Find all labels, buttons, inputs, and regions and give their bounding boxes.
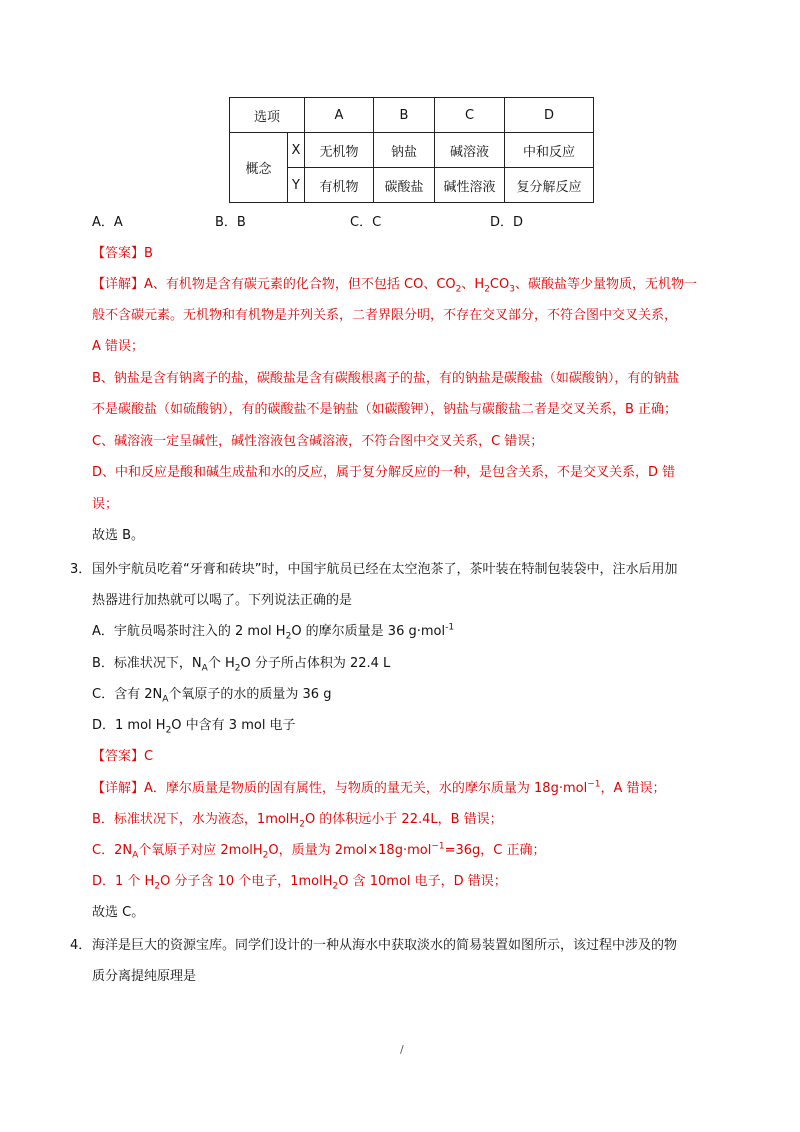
table-cell: 中和反应 — [505, 133, 594, 168]
explanation-line: 误； — [92, 497, 119, 512]
table-var-cell: Y — [288, 168, 305, 203]
question-stem: 国外宇航员吃着“牙膏和砖块”时，中国宇航员已经在太空泡茶了，茶叶装在特制包装袋中，注水后用加 — [92, 562, 678, 577]
subscript: 2 — [455, 284, 462, 295]
answer-label: 【答案】B — [92, 246, 153, 261]
text-run: O 的体积远小于 22.4L，B 错误； — [304, 812, 503, 827]
explanation-line: 【详解】A、有机物是含有碳元素的化合物，但不包括 CO、$CO_2$、$H_2CO_3$、碳酸盐等少量物质，无机物一 — [92, 277, 697, 295]
question-number: 3． — [70, 562, 92, 577]
explanation-line: 不是碳酸盐（如硫酸钠），有的碳酸盐不是钠盐（如碳酸钾），钠盐与碳酸盐二者是交叉关系，B 正确； — [92, 402, 678, 417]
question-stem: 质分离提纯原理是 — [92, 969, 197, 984]
text-run: D．1 个 H — [92, 874, 155, 889]
table-cell: 碱溶液 — [435, 133, 505, 168]
table-header-row — [230, 98, 594, 133]
conclusion: 故选 B。 — [92, 528, 145, 543]
table-var-cell: X — [288, 133, 305, 168]
text-run: A．摩尔质量是物质的固有属性，与物质的量无关，水的摩尔质量为 18g·mol — [144, 781, 588, 796]
text-run: A．宇航员喝茶时注入的 2 mol H — [92, 624, 286, 639]
subscript: 2 — [484, 284, 490, 295]
option-d: D．D — [490, 215, 524, 230]
answer-label: 【答案】C — [92, 749, 154, 764]
text-run: C．2N — [92, 843, 133, 858]
question-number: 4． — [70, 938, 92, 953]
subscript: A — [132, 850, 139, 861]
subscript: 2 — [154, 881, 161, 892]
table-cell: 有机物 — [305, 168, 374, 203]
text-run: 、碳酸盐等少量物质，无机物一 — [514, 277, 697, 292]
text-run: =36g，C 正确； — [444, 843, 546, 858]
text-run: A、有机物是含有碳元素的化合物，但不包括 CO、CO — [144, 277, 456, 292]
option-b — [92, 655, 390, 673]
table-cell: 无机物 — [305, 133, 374, 168]
explanation-line: A 错误； — [92, 339, 145, 354]
text-run: CO — [489, 277, 510, 292]
text-run: B．标准状况下，N — [92, 656, 202, 671]
superscript: −1 — [431, 841, 445, 852]
text-run: O 中含有 3 mol 电子 — [171, 718, 296, 733]
explanation-line — [92, 873, 507, 891]
detail-tag: 【详解】 — [92, 781, 145, 796]
table-header-cell: B — [374, 98, 435, 133]
option-d — [92, 717, 296, 735]
text-run: O，质量为 2mol×18g·mol — [268, 843, 432, 858]
subscript: 2 — [262, 850, 269, 861]
table-cell: 碳酸盐 — [374, 168, 435, 203]
explanation-line: C、碱溶液一定呈碱性，碱性溶液包含碱溶液，不符合图中交叉关系，C 错误； — [92, 434, 544, 449]
text-run: D．1 mol H — [92, 718, 166, 733]
text-run: 个氧原子对应 2molH — [138, 843, 263, 858]
subscript: A — [162, 694, 169, 705]
subscript: 2 — [165, 725, 172, 736]
text-run: O 含 10mol 电子，D 错误； — [338, 874, 507, 889]
subscript: 2 — [234, 663, 241, 674]
superscript: -1 — [445, 622, 455, 633]
text-run: 、H — [461, 277, 485, 292]
explanation-line — [92, 811, 503, 829]
text-run: O 的摩尔质量是 36 g·mol — [291, 624, 446, 639]
table-cell: 钠盐 — [374, 133, 435, 168]
option-b: B．B — [215, 215, 246, 230]
option-c — [92, 686, 331, 704]
question-stem: 热器进行加热就可以喝了。下列说法正确的是 — [92, 593, 353, 608]
option-a — [92, 623, 454, 641]
subscript: 2 — [299, 819, 305, 830]
text-run: 个 H — [207, 656, 235, 671]
option-a: A．A — [92, 215, 123, 230]
table-cell: 碱性溶液 — [435, 168, 505, 203]
text-run: 个氧原子的水的质量为 36 g — [168, 687, 332, 702]
explanation-line: B、钠盐是含有钠离子的盐，碳酸盐是含有碳酸根离子的盐，有的钠盐是碳酸盐（如碳酸钠），有的钠盐 — [92, 371, 680, 386]
explanation-line — [92, 780, 666, 798]
table-group-label: 概念 — [230, 133, 288, 203]
text-run: O 分子所占体积为 22.4 L — [240, 656, 391, 671]
table-header-cell: C — [435, 98, 505, 133]
superscript: −1 — [587, 779, 601, 790]
text-run: ，A 错误； — [600, 781, 666, 796]
explanation-line — [92, 842, 546, 860]
question-stem: 海洋是巨大的资源宝库。同学们设计的一种从海水中获取淡水的简易装置如图所示，该过程中涉及的物 — [92, 938, 678, 953]
text-run: B．标准状况下，水为液态，1molH — [92, 812, 300, 827]
table-row — [230, 133, 594, 168]
concept-table — [229, 97, 594, 203]
conclusion: 故选 C。 — [92, 905, 145, 920]
table-header-cell: 选项 — [230, 98, 305, 133]
table-header-cell: A — [305, 98, 374, 133]
table-cell: 复分解反应 — [505, 168, 594, 203]
table-header-cell: D — [505, 98, 594, 133]
page-mark: / — [400, 1043, 404, 1056]
text-run: C．含有 2N — [92, 687, 163, 702]
explanation-line: D、中和反应是酸和碱生成盐和水的反应，属于复分解反应的一种，是包含关系，不是交叉关系，D 错 — [92, 465, 676, 480]
explanation-line: 般不含碳元素。无机物和有机物是并列关系，二者界限分明，不存在交叉部分，不符合图中交叉关系， — [92, 308, 678, 323]
subscript: 2 — [332, 881, 339, 892]
subscript: 2 — [285, 631, 292, 642]
text-run: O 分子含 10 个电子，1molH — [160, 874, 333, 889]
option-c: C．C — [350, 215, 382, 230]
subscript: A — [201, 663, 208, 674]
detail-tag: 【详解】 — [92, 277, 145, 292]
